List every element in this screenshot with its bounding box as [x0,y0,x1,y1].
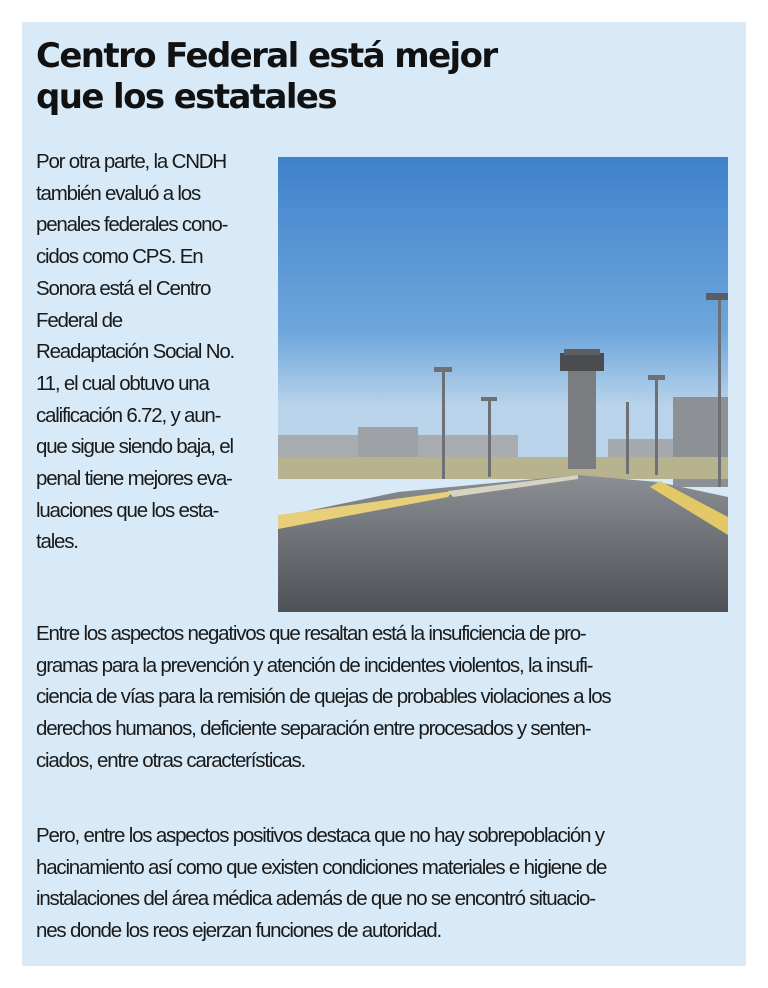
prison-photo [278,157,728,612]
lamp-post [626,402,629,474]
paragraph-negative-aspects [36,618,736,777]
lamp-post [442,371,445,479]
text-line: ciencia de vías para la remisión de quejas de probables violaciones a los [36,685,611,709]
article-box [22,22,746,966]
text-line: calificación 6.72, y aun- [36,403,221,427]
text-line: Entre los aspectos negativos que resaltan está la insuficiencia de pro- [36,622,586,645]
headline-line: que los estatales [36,77,336,117]
text-line: penal tiene mejores eva- [36,467,232,491]
lamp-post [488,401,491,477]
text-line: ciados, entre otras características. [36,748,305,772]
text-line: también evaluó a los [36,181,201,205]
lamp-post [718,297,721,487]
text-line: Pero, entre los aspectos positivos destaca que no hay sobrepoblación y [36,824,604,847]
paragraph-positive-aspects [36,820,736,947]
text-line: Federal de [36,308,123,332]
text-line: penales federales cono- [36,213,228,237]
text-line: gramas para la prevención y atención de incidentes violentos, la insufi- [36,653,593,677]
text-line: instalaciones del área médica además de que no se encontró situacio- [36,887,595,911]
text-line: derechos humanos, deficiente separación entre procesados y senten- [36,717,591,741]
lamp-post [655,379,658,475]
text-line: luaciones que los esta- [36,498,219,522]
text-line: que sigue siendo baja, el [36,435,233,459]
article-headline [36,36,636,118]
watchtower-shaft [568,365,596,469]
road [278,475,728,612]
headline-line: Centro Federal está mejor [36,36,497,76]
text-line: Por otra parte, la CNDH [36,150,227,173]
sky [278,157,728,477]
text-line: Sonora está el Centro [36,276,211,300]
intro-paragraph [36,146,281,558]
text-line: cidos como CPS. En [36,245,203,269]
text-line: 11, el cual obtuvo una [36,371,209,395]
text-line: Readaptación Social No. [36,340,235,364]
grass [278,457,728,479]
text-line: tales. [36,530,78,554]
text-line: hacinamiento así como que existen condiciones materiales e higiene de [36,855,607,879]
text-line: nes donde los reos ejerzan funciones de autoridad. [36,919,441,943]
